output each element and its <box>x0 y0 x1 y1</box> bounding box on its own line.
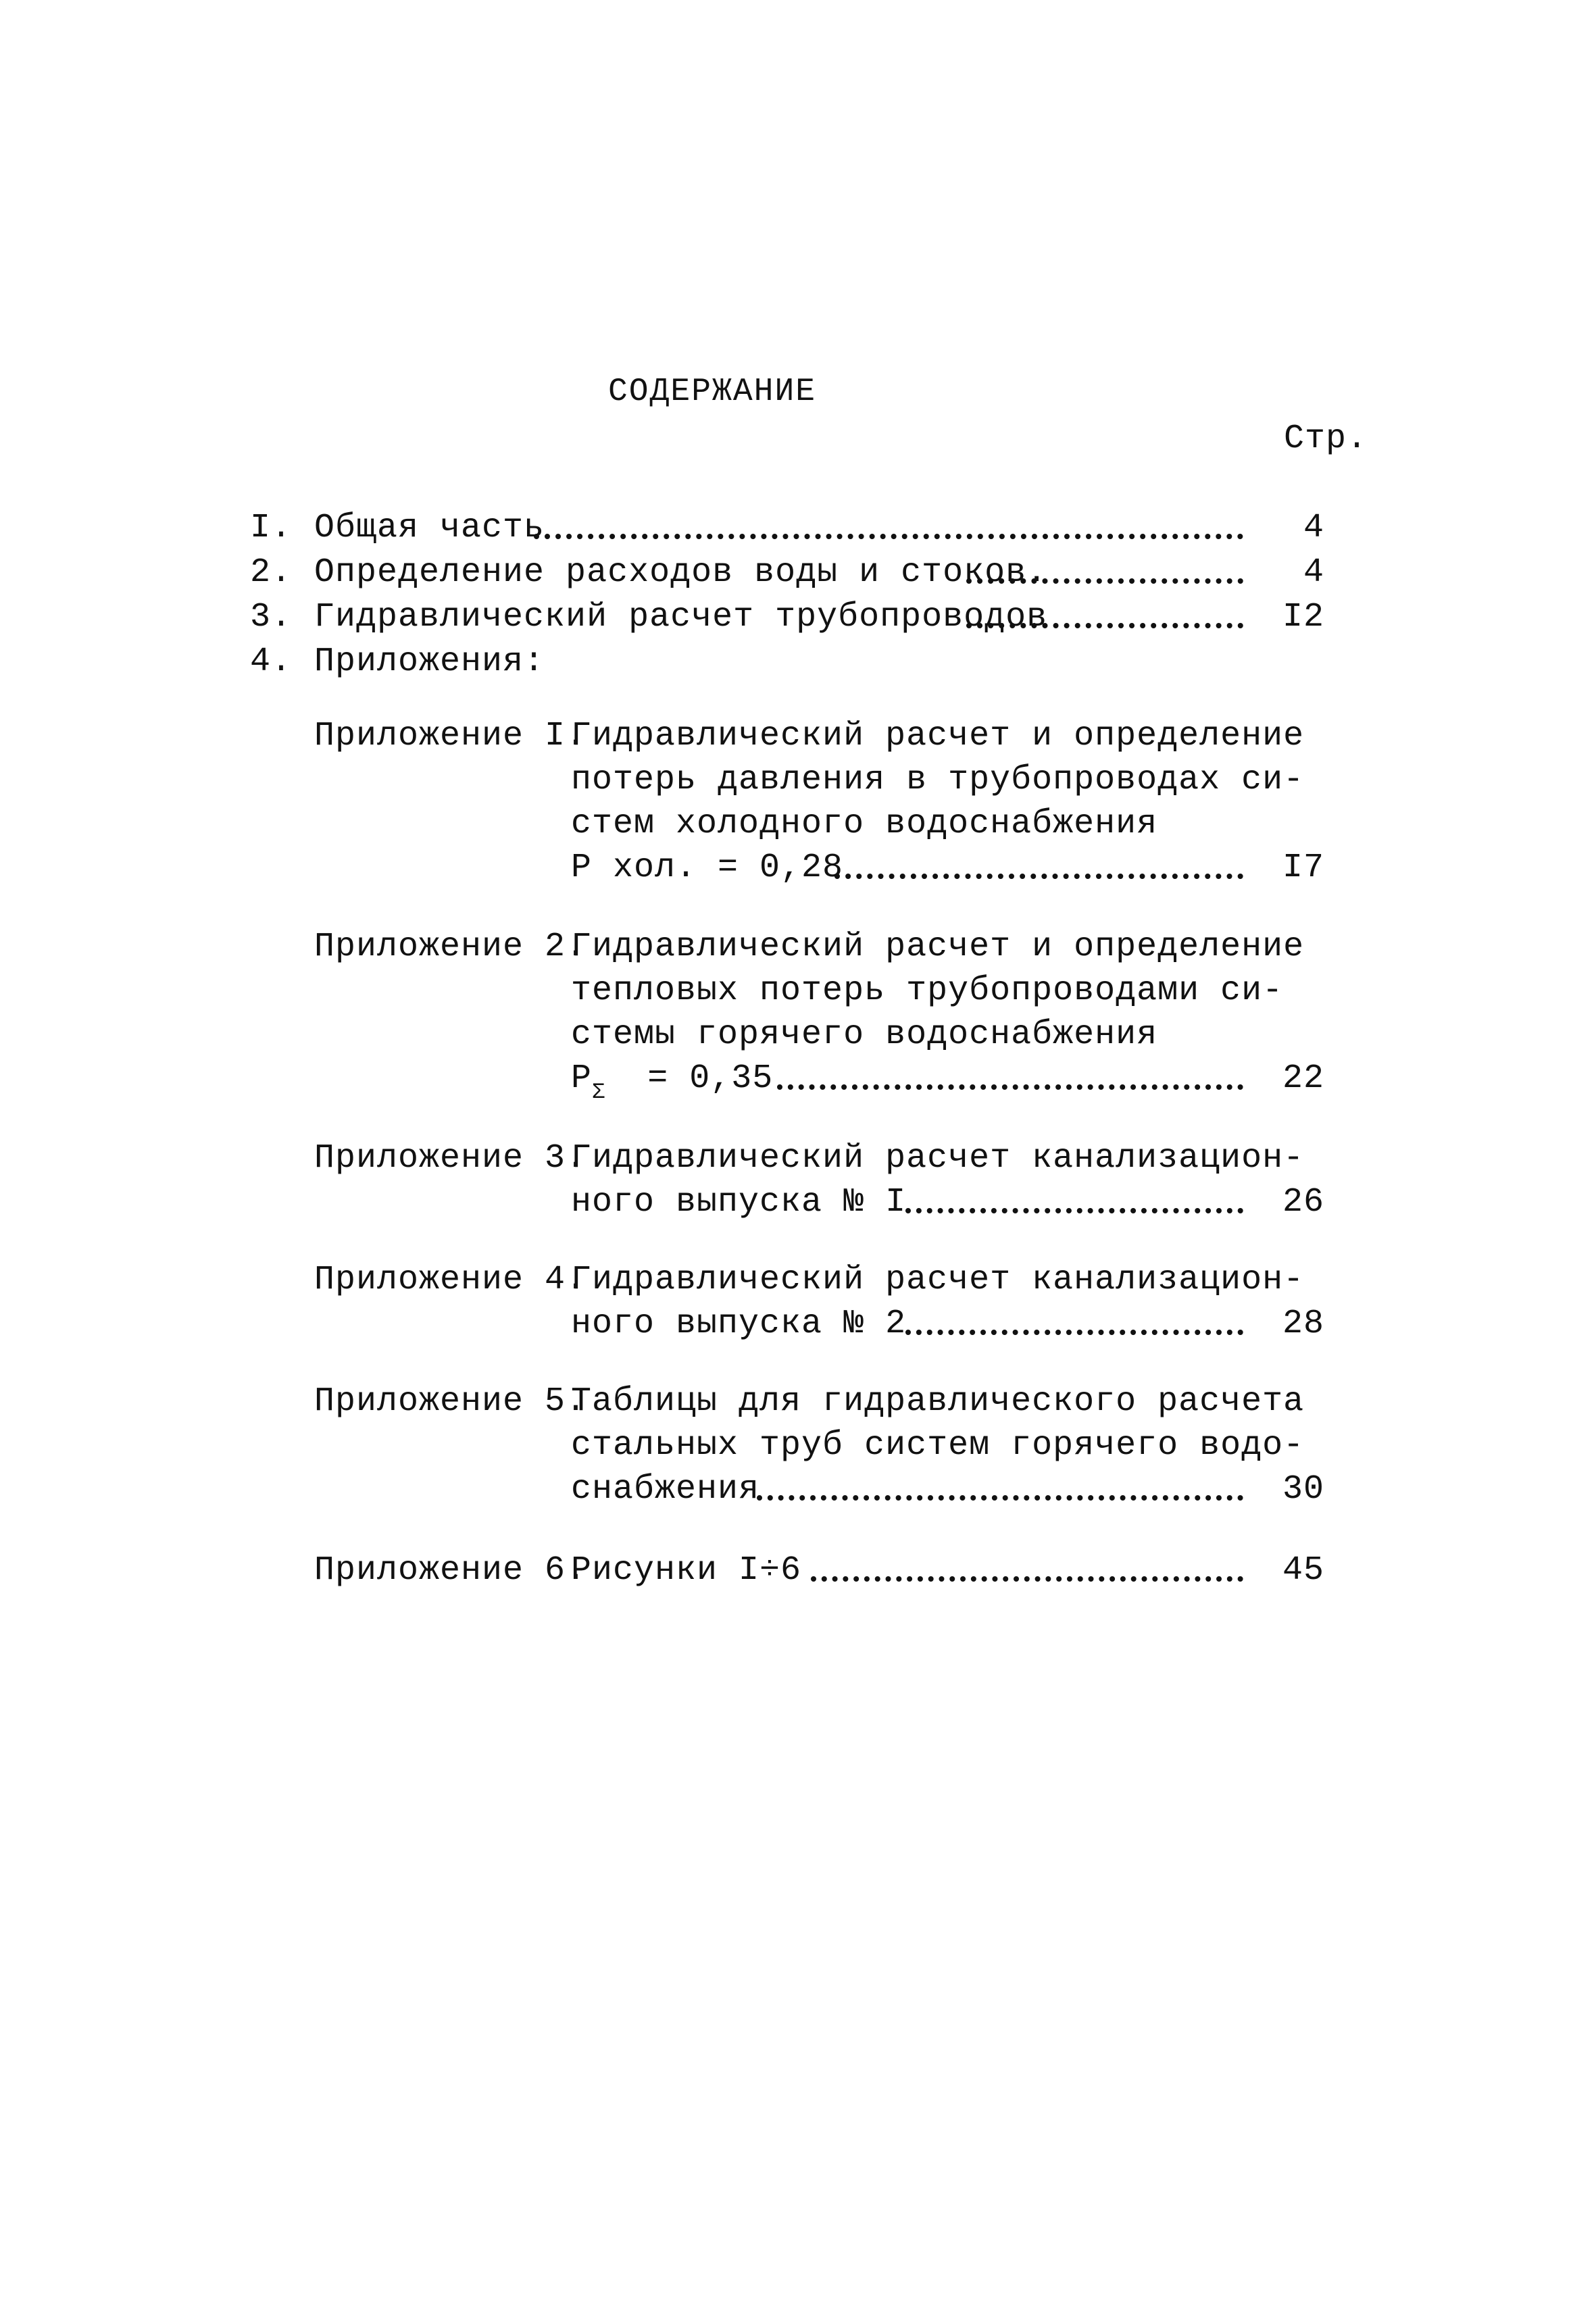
section-page: 4 <box>1303 509 1324 547</box>
dot-leader <box>966 623 1243 628</box>
appendix-last-line: ного выпуска № 2 <box>571 1305 907 1343</box>
toc-title: СОДЕРЖАНИЕ <box>608 374 817 410</box>
appendix-label: Приложение 5. <box>314 1382 587 1421</box>
section-title: Общая часть <box>314 509 545 547</box>
section-title: Приложения: <box>314 643 545 681</box>
appendix-line: Гидравлический расчет канализацион- <box>571 1261 1305 1299</box>
appendix-line: Гидравлический расчет канализацион- <box>571 1139 1305 1178</box>
section-number: I. <box>250 509 293 547</box>
formula-subscript: Σ <box>592 1080 606 1105</box>
appendix-last-line: снабжения <box>571 1470 760 1509</box>
appendix-last-line: Рисунки I÷6 <box>571 1551 802 1590</box>
appendix-label: Приложение 3. <box>314 1139 587 1178</box>
appendix-line: Гидравлический расчет и определение <box>571 717 1305 755</box>
appendix-line: Гидравлический расчет и определение <box>571 928 1305 966</box>
dot-leader <box>966 578 1243 584</box>
dot-leader <box>757 1495 1243 1501</box>
appendix-page: 26 <box>1282 1183 1324 1222</box>
appendix-label: Приложение 2. <box>314 928 587 966</box>
appendix-last-line <box>571 1059 774 1105</box>
page-column-header: Стр. <box>1284 420 1368 458</box>
appendix-line: Таблицы для гидравлического расчета <box>571 1382 1305 1421</box>
appendix-label: Приложение I. <box>314 717 587 755</box>
appendix-label: Приложение 4. <box>314 1261 587 1299</box>
appendix-line: стальных труб систем горячего водо- <box>571 1426 1305 1465</box>
appendix-line: стемы горячего водоснабжения <box>571 1015 1158 1054</box>
dot-leader <box>777 1084 1243 1090</box>
dot-leader <box>905 1208 1243 1213</box>
section-number: 2. <box>250 553 293 592</box>
formula-symbol: P <box>571 1059 593 1098</box>
appendix-line: стем холодного водоснабжения <box>571 805 1158 843</box>
section-title: Гидравлический расчет трубопроводов <box>314 598 1048 636</box>
appendix-page: 28 <box>1282 1305 1324 1343</box>
formula-value: = 0,35 <box>605 1059 774 1098</box>
appendix-page: 45 <box>1282 1551 1324 1590</box>
appendix-line: тепловых потерь трубопроводами си- <box>571 972 1284 1010</box>
appendix-page: 22 <box>1282 1059 1324 1098</box>
dot-leader <box>905 1330 1243 1335</box>
appendix-page: I7 <box>1282 849 1324 887</box>
appendix-label: Приложение 6. <box>314 1551 587 1590</box>
appendix-last-line: ного выпуска № I <box>571 1183 907 1222</box>
section-title: Определение расходов воды и стоков. <box>314 553 1048 592</box>
section-page: I2 <box>1282 598 1324 636</box>
section-page: 4 <box>1303 553 1324 592</box>
appendix-page: 30 <box>1282 1470 1324 1509</box>
appendix-line: потерь давления в трубопроводах си- <box>571 761 1305 799</box>
dot-leader <box>534 534 1243 539</box>
section-number: 3. <box>250 598 293 636</box>
dot-leader <box>834 874 1243 879</box>
section-number: 4. <box>250 643 293 681</box>
appendix-last-line: Р хол. = 0,28 <box>571 849 844 887</box>
dot-leader <box>811 1576 1243 1582</box>
